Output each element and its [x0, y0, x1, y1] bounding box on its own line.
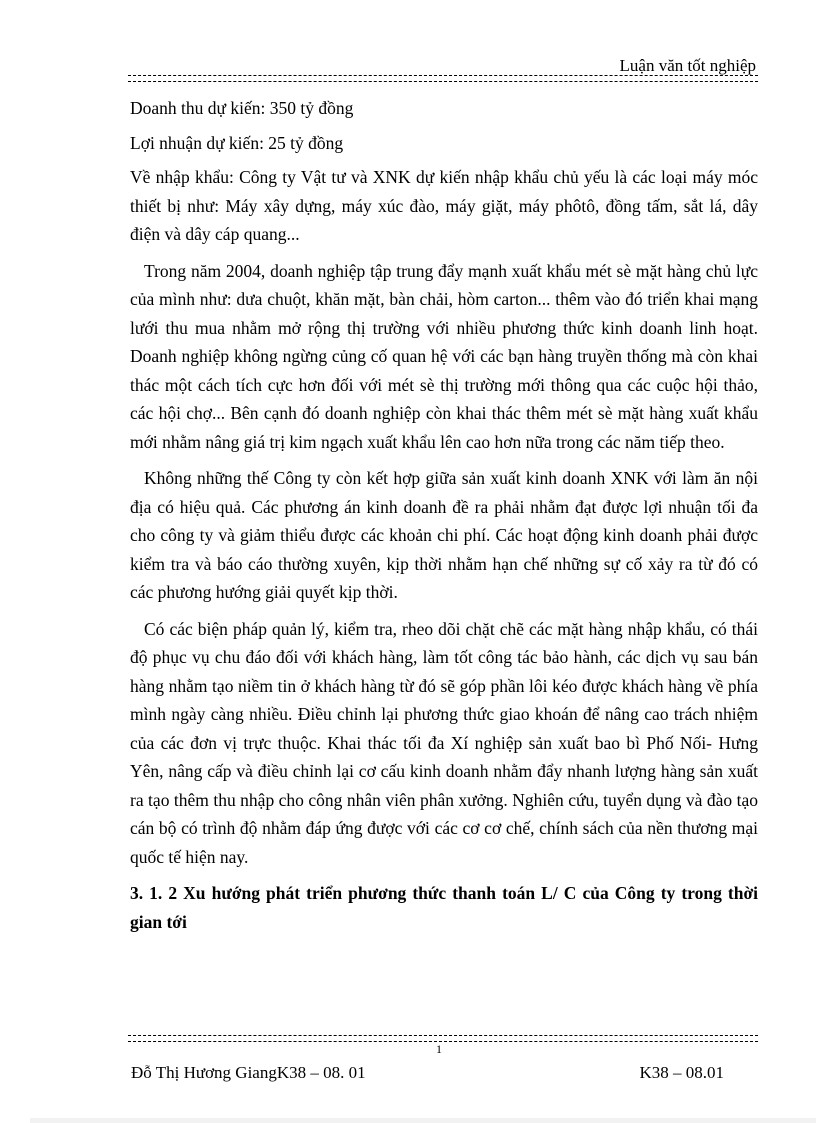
- page-bottom-edge: [30, 1118, 816, 1123]
- management-paragraph: Có các biện pháp quản lý, kiểm tra, rheo dõi chặt chẽ các mặt hàng nhập khẩu, có thái độ phục vụ chu đáo đối với khách hàng, làm tốt công tác bảo hành, các dịch vụ sau bán hàng nhằm tạo niềm tin ở khách hàng từ đó sẽ góp phần lôi kéo được khách hàng về phía mình ngày càng nhiều. Điều chỉnh lại phương thức giao khoán để nâng cao trách nhiệm của các đơn vị trực thuộc. Khai thác tối đa Xí nghiệp sản xuất bao bì Phố Nối- Hưng Yên, nâng cấp và điều chỉnh lại cơ cấu kinh doanh nhằm đẩy nhanh lượng hàng sản xuất ra tạo thêm thu nhập cho công nhân viên phân xưởng. Nghiên cứu, tuyển dụng và đào tạo cán bộ có trình độ nhằm đáp ứng được với các cơ cơ chế, chính sách của nền thương mại quốc tế hiện nay.: [130, 618, 758, 867]
- header-divider: [128, 75, 758, 82]
- footer-divider: [128, 1035, 758, 1042]
- footer-class-code: K38 – 08.01: [639, 1063, 724, 1082]
- header-title: Luận văn tốt nghiệp: [619, 56, 756, 75]
- document-body: [130, 94, 758, 936]
- section-heading: 3. 1. 2 Xu hướng phát triển phương thức thanh toán L/ C của Công ty trong thời gian tới: [130, 883, 758, 932]
- revenue-line: Doanh thu dự kiến: 350 tỷ đồng: [130, 98, 354, 118]
- footer-author: Đỗ Thị Hương GiangK38 – 08. 01: [131, 1063, 366, 1082]
- page-number: 1: [436, 1042, 442, 1056]
- export-paragraph: Trong năm 2004, doanh nghiệp tập trung đẩy mạnh xuất khẩu mét sè mặt hàng chủ lực của mình như: dưa chuột, khăn mặt, bàn chải, hòm carton... thêm vào đó triển khai mạng lưới thu mua nhằm mở rộng thị trường với nhiều phương thức kinh doanh linh hoạt. Doanh nghiệp không ngừng củng cố quan hệ với các bạn hàng truyền thống mà còn khai thác một cách tích cực hơn đối với mét sè thị trường mới thông qua các cuộc hội thảo, các hội chợ... Bên cạnh đó doanh nghiệp còn khai thác thêm mét sè mặt hàng xuất khẩu mới nhằm nâng giá trị kim ngạch xuất khẩu lên cao hơn nữa trong các năm tiếp theo.: [130, 260, 758, 452]
- import-paragraph: Về nhập khẩu: Công ty Vật tư và XNK dự kiến nhập khẩu chủ yếu là các loại máy móc thiết bị như: Máy xây dựng, máy xúc đào, máy giặt, máy phôtô, đồng tấm, sắt lá, dây điện và dây cáp quang...: [130, 167, 758, 244]
- profit-line: Lợi nhuận dự kiến: 25 tỷ đồng: [130, 132, 344, 153]
- domestic-business-paragraph: Không những thế Công ty còn kết hợp giữa sản xuất kinh doanh XNK với làm ăn nội địa có hiệu quả. Các phương án kinh doanh đề ra phải nhằm đạt được lợi nhuận tối đa cho công ty và giảm thiểu được các khoản chi phí. Các hoạt động kinh doanh phải được kiểm tra và báo cáo thường xuyên, kịp thời nhằm hạn chế những sự cố xảy ra từ đó có các phương hướng giải quyết kịp thời.: [130, 468, 758, 602]
